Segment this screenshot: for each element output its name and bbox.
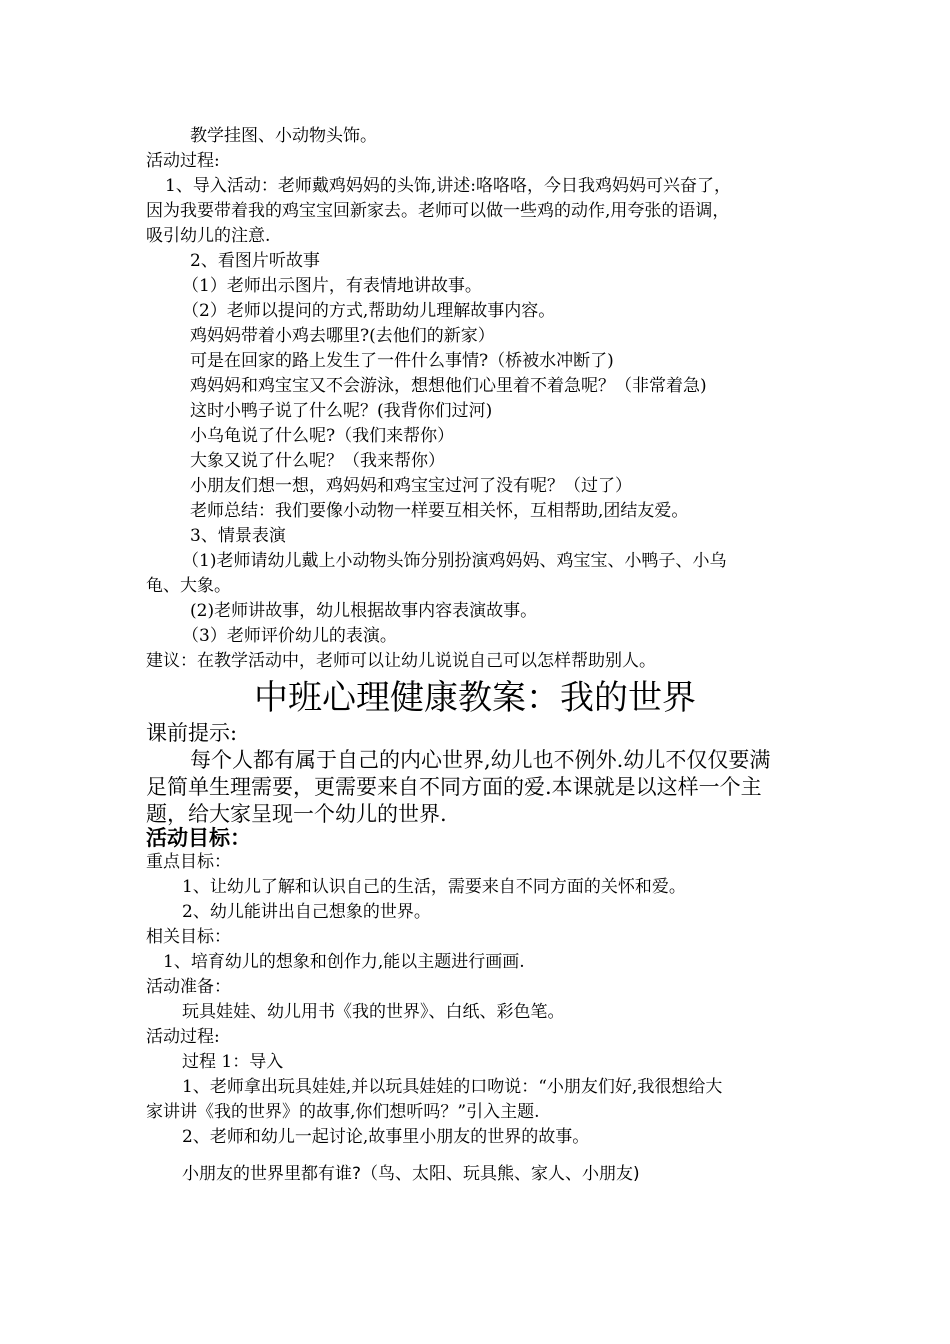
text-line: 小朋友的世界里都有谁?（鸟、太阳、玩具熊、家人、小朋友) bbox=[182, 1164, 640, 1184]
text-line: 可是在回家的路上发生了一件什么事情?（桥被水冲断了) bbox=[190, 351, 614, 371]
text-line: 过程 1：导入 bbox=[182, 1052, 284, 1072]
text-line: 教学挂图、小动物头饰。 bbox=[190, 126, 377, 146]
text-line: （1）老师出示图片，有表情地讲故事。 bbox=[182, 276, 482, 296]
text-line: 鸡妈妈和鸡宝宝又不会游泳，想想他们心里着不着急呢？（非常着急) bbox=[190, 376, 707, 396]
text-line: （2）老师以提问的方式,帮助幼儿理解故事内容。 bbox=[182, 301, 556, 321]
text-line: （3）老师评价幼儿的表演。 bbox=[182, 626, 397, 646]
text-line: 题，给大家呈现一个幼儿的世界. bbox=[146, 802, 447, 826]
text-line: 这时小鸭子说了什么呢？(我背你们过河) bbox=[190, 401, 493, 421]
text-line: 足简单生理需要，更需要来自不同方面的爱.本课就是以这样一个主 bbox=[146, 775, 762, 799]
text-line: 活动过程: bbox=[146, 1027, 220, 1047]
text-line: 2、看图片听故事 bbox=[190, 251, 320, 271]
text-line: 吸引幼儿的注意. bbox=[146, 226, 271, 246]
section-heading: 活动目标： bbox=[146, 826, 251, 850]
text-line: 1、老师拿出玩具娃娃,并以玩具娃娃的口吻说：“小朋友们好,我很想给大 bbox=[182, 1077, 723, 1097]
text-line: 小乌龟说了什么呢?（我们来帮你） bbox=[190, 426, 455, 446]
text-line: 1、培育幼儿的想象和创作力,能以主题进行画画. bbox=[163, 952, 525, 972]
text-line: 建议：在教学活动中，老师可以让幼儿说说自己可以怎样帮助别人。 bbox=[146, 651, 656, 671]
text-line: 3、情景表演 bbox=[190, 526, 286, 546]
text-line: 1、让幼儿了解和认识自己的生活，需要来自不同方面的关怀和爱。 bbox=[182, 877, 686, 897]
text-line: 玩具娃娃、幼儿用书《我的世界》、白纸、彩色笔。 bbox=[182, 1002, 565, 1022]
text-line: 2、幼儿能讲出自己想象的世界。 bbox=[182, 902, 431, 922]
text-line: (2)老师讲故事，幼儿根据故事内容表演故事。 bbox=[190, 601, 538, 621]
lesson-title: 中班心理健康教案：我的世界 bbox=[254, 678, 696, 718]
text-line: 重点目标： bbox=[146, 852, 231, 872]
text-line: 老师总结：我们要像小动物一样要互相关怀，互相帮助,团结友爱。 bbox=[190, 501, 689, 521]
text-line: 小朋友们想一想，鸡妈妈和鸡宝宝过河了没有呢？（过了） bbox=[190, 476, 632, 496]
text-line: 家讲讲《我的世界》的故事,你们想听吗？”引入主题. bbox=[146, 1102, 540, 1122]
text-line: 1、导入活动：老师戴鸡妈妈的头饰,讲述:咯咯咯，今日我鸡妈妈可兴奋了， bbox=[165, 176, 731, 196]
text-line: 活动过程: bbox=[146, 151, 220, 171]
text-line: 相关目标： bbox=[146, 927, 231, 947]
text-line: 因为我要带着我的鸡宝宝回新家去。老师可以做一些鸡的动作,用夸张的语调， bbox=[146, 201, 730, 221]
text-line: 活动准备： bbox=[146, 977, 231, 997]
text-line: 每个人都有属于自己的内心世界,幼儿也不例外.幼儿不仅仅要满 bbox=[190, 748, 771, 772]
text-line: 鸡妈妈带着小鸡去哪里?(去他们的新家） bbox=[190, 326, 495, 346]
text-line: 龟、大象。 bbox=[146, 576, 231, 596]
text-line: （1)老师请幼儿戴上小动物头饰分别扮演鸡妈妈、鸡宝宝、小鸭子、小乌 bbox=[182, 551, 727, 571]
text-line: 大象又说了什么呢？（我来帮你） bbox=[190, 451, 445, 471]
text-line: 2、老师和幼儿一起讨论,故事里小朋友的世界的故事。 bbox=[182, 1127, 590, 1147]
text-line: 课前提示: bbox=[146, 721, 238, 745]
